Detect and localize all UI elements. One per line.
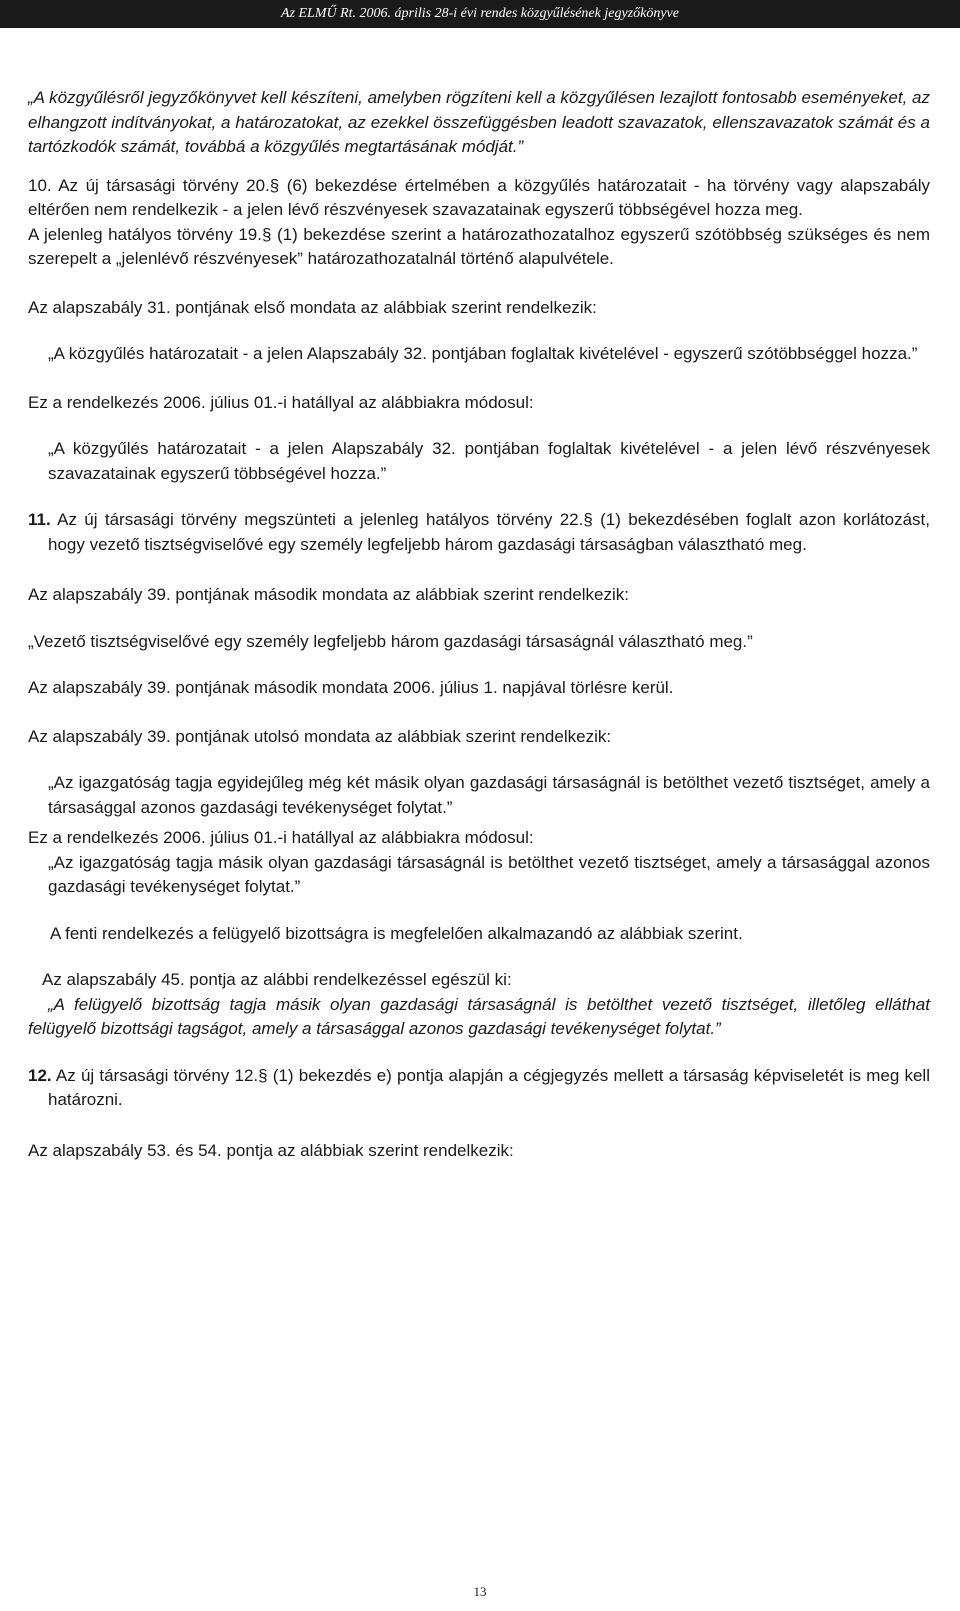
paragraph: Az alapszabály 39. pontjának második mondata az alábbiak szerint rendelkezik: (28, 585, 630, 604)
page-number: 13 (473, 1584, 487, 1599)
paragraph: Az alapszabály 39. pontjának második mondata 2006. július 1. napjával törlésre kerül. (28, 678, 674, 697)
section-10-paragraph: 10. Az új társasági törvény 20.§ (6) bekezdése értelmében a közgyűlés határozatait - ha törvény vagy alapszabály eltérően nem rendelkezik - a jelen lévő részvényesek szavazatainak egyszerű többségével hozza meg. (28, 175, 930, 219)
section-number: 12. (28, 1065, 52, 1085)
paragraph: Az alapszabály 45. pontja az alábbi rendelkezéssel egészül ki: (42, 970, 512, 989)
page-header: Az ELMŰ Rt. 2006. április 28-i évi rendes közgyűlésének jegyzőkönyve (0, 0, 960, 28)
section-number: 11. (28, 510, 51, 529)
quoted-paragraph: „A közgyűlésről jegyzőkönyvet kell készíteni, amelyben rögzíteni kell a közgyűlésen lezajlott fontosabb eseményeket, az elhangzott indítványokat, a határozatokat, az ezekkel összefüggésben leadott szavazatok, ellenszavazatok számát és a tartózkodók számát, továbbá a közgyűlés megtartásának módját.” (28, 88, 930, 156)
section-text: Az új társasági törvény megszünteti a jelenleg hatályos törvény 22.§ (1) bekezdésében foglalt azon korlátozást, hogy vezető tisztségviselővé egy személy legfeljebb három gazdasági társaságban választható meg. (48, 510, 930, 554)
section-12-paragraph (28, 1064, 930, 1113)
paragraph: A fenti rendelkezés a felügyelő bizottságra is megfelelően alkalmazandó az alábbiak szerint. (50, 923, 743, 943)
quoted-paragraph: „A felügyelő bizottság tagja másik olyan gazdasági társaságnál is betölthet vezető tisztséget, illetőleg elláthat felügyelő bizottsági tagságot, amely a társasággal azonos gazdasági tevékenységet folytat.” (28, 994, 930, 1038)
paragraph: Ez a rendelkezés 2006. július 01.-i hatállyal az alábbiakra módosul: (28, 392, 534, 412)
quoted-paragraph: „A közgyűlés határozatait - a jelen Alapszabály 32. pontjában foglaltak kivételével - egyszerű szótöbbséggel hozza.” (48, 344, 918, 363)
quoted-paragraph: „Az igazgatóság tagja másik olyan gazdasági társaságnál is betölthet vezető tisztséget, amely a társasággal azonos gazdasági tevékenységet folytat.” (48, 852, 930, 896)
section-11-paragraph (28, 508, 930, 557)
quoted-paragraph: „Az igazgatóság tagja egyidejűleg még két másik olyan gazdasági társaságnál is betölthet vezető tisztséget, amely a társasággal azonos gazdasági tevékenységet folytat.” (48, 773, 930, 817)
quoted-paragraph: „A közgyűlés határozatait - a jelen Alapszabály 32. pontjában foglaltak kivételével - a jelen lévő részvényesek szavazatainak egyszerű többségével hozza.” (48, 439, 930, 483)
paragraph: Az alapszabály 31. pontjának első mondata az alábbiak szerint rendelkezik: (28, 297, 597, 317)
quoted-paragraph: „Vezető tisztségviselővé egy személy legfeljebb három gazdasági társaságnál választható meg.” (28, 631, 753, 651)
paragraph: A jelenleg hatályos törvény 19.§ (1) bekezdése szerint a határozathozatalhoz egyszerű szótöbbség szükséges és nem szerepelt a „jelenlévő részvényesek” határozathozatalnál történő alapulvétele. (28, 224, 930, 268)
section-text: Az új társasági törvény 12.§ (1) bekezdés e) pontja alapján a cégjegyzés mellett a társaság képviseletét is meg kell határozni. (48, 1065, 930, 1109)
paragraph: Az alapszabály 39. pontjának utolsó mondata az alábbiak szerint rendelkezik: (28, 726, 612, 746)
paragraph: Az alapszabály 53. és 54. pontja az alábbiak szerint rendelkezik: (28, 1140, 514, 1160)
document-body (28, 86, 930, 1163)
paragraph: Ez a rendelkezés 2006. július 01.-i hatállyal az alábbiakra módosul: (28, 828, 534, 847)
